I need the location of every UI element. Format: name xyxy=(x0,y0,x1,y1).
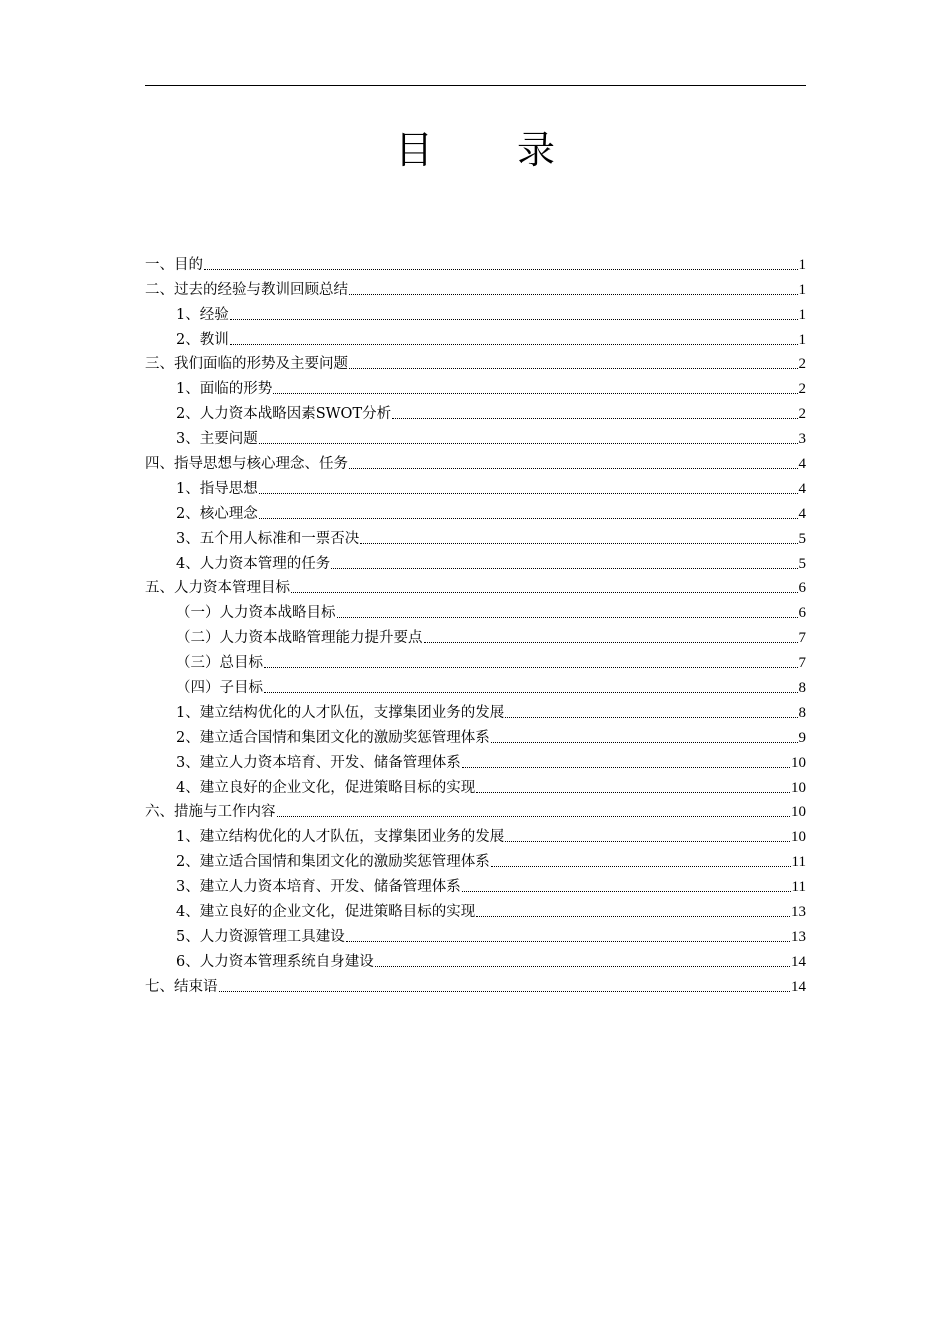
dot-leader xyxy=(331,568,797,569)
toc-entry[interactable] xyxy=(145,499,806,524)
toc-entry-label: 2、人力资本战略因素SWOT分析 xyxy=(176,406,392,423)
dot-leader xyxy=(505,841,790,842)
dot-leader xyxy=(349,368,798,369)
toc-entry-page-number: 2 xyxy=(798,406,806,423)
toc-entry-label: 3、主要问题 xyxy=(176,431,258,448)
dot-leader xyxy=(375,966,790,967)
toc-entry-label: 七、结束语 xyxy=(145,978,218,995)
toc-entry-label: 1、经验 xyxy=(176,306,229,323)
toc-entry-page-number: 11 xyxy=(791,854,806,871)
toc-entry-label: 2、建立适合国情和集团文化的激励奖惩管理体系 xyxy=(176,729,490,746)
toc-entry-label: 2、教训 xyxy=(176,331,229,348)
toc-entry[interactable] xyxy=(145,673,806,698)
dot-leader xyxy=(264,692,798,693)
dot-leader xyxy=(219,991,791,992)
toc-entry[interactable] xyxy=(145,574,806,599)
toc-entry-page-number: 8 xyxy=(798,704,806,721)
header-rule xyxy=(145,85,806,86)
toc-entry-page-number: 2 xyxy=(798,381,806,398)
dot-leader xyxy=(259,443,798,444)
toc-entry[interactable] xyxy=(145,524,806,549)
toc-entry-label: 4、建立良好的企业文化，促进策略目标的实现 xyxy=(176,904,476,921)
table-of-contents xyxy=(145,250,806,997)
toc-entry-page-number: 3 xyxy=(798,431,806,448)
toc-entry-label: （二）人力资本战略管理能力提升要点 xyxy=(176,630,423,647)
toc-entry-page-number: 1 xyxy=(798,331,806,348)
dot-leader xyxy=(337,617,798,618)
dot-leader xyxy=(259,493,798,494)
dot-leader xyxy=(346,941,790,942)
toc-entry[interactable] xyxy=(145,598,806,623)
toc-entry-page-number: 14 xyxy=(791,953,806,970)
toc-entry[interactable] xyxy=(145,350,806,375)
dot-leader xyxy=(392,418,797,419)
toc-entry-page-number: 1 xyxy=(798,281,806,298)
toc-entry-label: 3、建立人力资本培育、开发、储备管理体系 xyxy=(176,879,461,896)
toc-entry[interactable] xyxy=(145,922,806,947)
toc-entry[interactable] xyxy=(145,250,806,275)
toc-entry[interactable] xyxy=(145,847,806,872)
toc-entry-label: 2、建立适合国情和集团文化的激励奖惩管理体系 xyxy=(176,854,490,871)
dot-leader xyxy=(264,667,798,668)
toc-entry[interactable] xyxy=(145,822,806,847)
toc-entry-page-number: 1 xyxy=(798,306,806,323)
toc-entry-page-number: 10 xyxy=(791,804,806,821)
toc-entry-label: 4、人力资本管理的任务 xyxy=(176,555,331,572)
toc-entry[interactable] xyxy=(145,748,806,773)
dot-leader xyxy=(259,518,798,519)
toc-entry[interactable] xyxy=(145,424,806,449)
toc-entry-page-number: 13 xyxy=(791,904,806,921)
toc-entry-label: 1、建立结构优化的人才队伍，支撑集团业务的发展 xyxy=(176,704,505,721)
toc-entry-page-number: 6 xyxy=(798,605,806,622)
toc-entry-label: 1、面临的形势 xyxy=(176,381,273,398)
toc-entry[interactable] xyxy=(145,872,806,897)
dot-leader xyxy=(462,767,790,768)
dot-leader xyxy=(476,792,790,793)
toc-entry-page-number: 8 xyxy=(798,680,806,697)
toc-entry-page-number: 1 xyxy=(798,256,806,273)
dot-leader xyxy=(476,916,790,917)
toc-entry[interactable] xyxy=(145,723,806,748)
toc-entry-label: 2、核心理念 xyxy=(176,505,258,522)
dot-leader xyxy=(349,468,798,469)
toc-entry-label: 6、人力资本管理系统自身建设 xyxy=(176,953,374,970)
dot-leader xyxy=(204,269,798,270)
toc-entry[interactable] xyxy=(145,399,806,424)
dot-leader xyxy=(230,344,798,345)
toc-entry-label: 四、指导思想与核心理念、任务 xyxy=(145,456,348,473)
toc-entry-label: 1、指导思想 xyxy=(176,480,258,497)
toc-entry-label: 六、措施与工作内容 xyxy=(145,804,276,821)
toc-entry[interactable] xyxy=(145,300,806,325)
dot-leader xyxy=(424,642,798,643)
toc-entry[interactable] xyxy=(145,698,806,723)
dot-leader xyxy=(462,891,791,892)
dot-leader xyxy=(291,592,798,593)
toc-entry[interactable] xyxy=(145,897,806,922)
dot-leader xyxy=(491,866,791,867)
toc-entry-label: 一、目的 xyxy=(145,256,203,273)
toc-entry[interactable] xyxy=(145,449,806,474)
toc-entry[interactable] xyxy=(145,947,806,972)
dot-leader xyxy=(230,319,798,320)
toc-entry-label: （一）人力资本战略目标 xyxy=(176,605,336,622)
toc-entry-label: （三）总目标 xyxy=(176,655,263,672)
toc-entry-label: 3、五个用人标准和一票否决 xyxy=(176,530,360,547)
dot-leader xyxy=(349,294,798,295)
toc-entry-page-number: 14 xyxy=(791,978,806,995)
dot-leader xyxy=(273,393,797,394)
toc-entry[interactable] xyxy=(145,474,806,499)
toc-entry[interactable] xyxy=(145,623,806,648)
toc-entry[interactable] xyxy=(145,798,806,823)
toc-entry-page-number: 7 xyxy=(798,655,806,672)
toc-entry-page-number: 5 xyxy=(798,530,806,547)
toc-entry[interactable] xyxy=(145,773,806,798)
dot-leader xyxy=(505,717,797,718)
toc-entry[interactable] xyxy=(145,549,806,574)
toc-entry-page-number: 10 xyxy=(791,779,806,796)
dot-leader xyxy=(277,816,791,817)
toc-entry-label: 5、人力资源管理工具建设 xyxy=(176,928,345,945)
toc-entry[interactable] xyxy=(145,325,806,350)
toc-entry-label: 3、建立人力资本培育、开发、储备管理体系 xyxy=(176,754,461,771)
toc-entry-label: 4、建立良好的企业文化，促进策略目标的实现 xyxy=(176,779,476,796)
toc-entry-label: （四）子目标 xyxy=(176,680,263,697)
toc-entry-page-number: 6 xyxy=(798,580,806,597)
toc-entry[interactable] xyxy=(145,275,806,300)
toc-entry-page-number: 9 xyxy=(798,729,806,746)
toc-title: 目 录 xyxy=(394,128,592,172)
toc-entry-page-number: 7 xyxy=(798,630,806,647)
dot-leader xyxy=(360,543,797,544)
toc-entry-page-number: 4 xyxy=(798,480,806,497)
toc-entry-page-number: 4 xyxy=(798,456,806,473)
toc-entry-label: 1、建立结构优化的人才队伍，支撑集团业务的发展 xyxy=(176,829,505,846)
toc-entry-label: 五、人力资本管理目标 xyxy=(145,580,290,597)
toc-entry[interactable] xyxy=(145,374,806,399)
toc-entry-page-number: 10 xyxy=(791,754,806,771)
dot-leader xyxy=(491,742,798,743)
toc-entry-page-number: 10 xyxy=(791,829,806,846)
toc-entry-page-number: 4 xyxy=(798,505,806,522)
toc-entry-page-number: 5 xyxy=(798,555,806,572)
toc-entry-page-number: 2 xyxy=(798,356,806,373)
toc-entry-page-number: 11 xyxy=(791,879,806,896)
toc-entry[interactable] xyxy=(145,648,806,673)
toc-entry[interactable] xyxy=(145,972,806,997)
toc-entry-page-number: 13 xyxy=(791,928,806,945)
toc-entry-label: 三、我们面临的形势及主要问题 xyxy=(145,356,348,373)
toc-entry-label: 二、过去的经验与教训回顾总结 xyxy=(145,281,348,298)
